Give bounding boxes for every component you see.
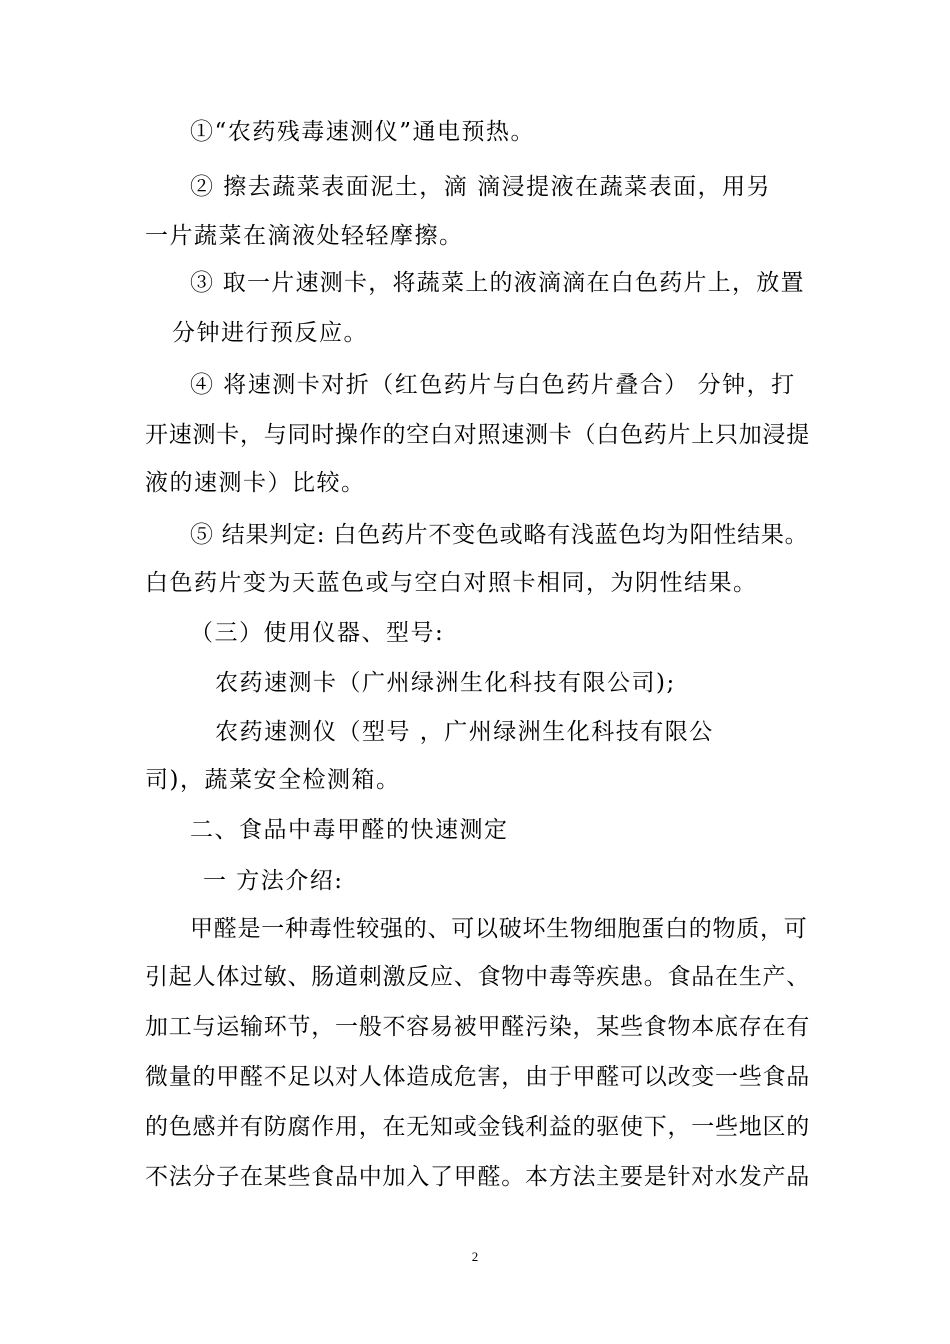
text-line: 引起人体过敏、肠道刺激反应、食物中毒等疾患。食品在生产、	[145, 964, 810, 990]
text-line: 不法分子在某些食品中加入了甲醛。本方法主要是针对水发产品	[145, 1164, 810, 1190]
text-line: 一片蔬菜在滴液处轻轻摩擦。	[145, 223, 464, 249]
text-line: ② 擦去蔬菜表面泥土，滴 滴浸提液在蔬菜表面，用另	[190, 174, 772, 200]
text-line: ①“农药残毒速测仪”通电预热。	[190, 119, 536, 145]
text-line: ④ 将速测卡对折（红色药片与白色药片叠合） 分钟，打	[190, 372, 796, 398]
text-line: ③ 取一片速测卡，将蔬菜上的液滴滴在白色药片上，放置	[190, 270, 805, 296]
text-line: 加工与运输环节，一般不容易被甲醛污染，某些食物本底存在有	[145, 1014, 810, 1040]
text-line: 司)，蔬菜安全检测箱。	[145, 767, 401, 793]
text-line: 农药速测卡（广州绿洲生化科技有限公司);	[215, 670, 676, 696]
text-line: 的色感并有防腐作用，在无知或金钱利益的驱使下，一些地区的	[145, 1114, 810, 1140]
text-line: 分钟进行预反应。	[172, 320, 368, 346]
text-line: 甲醛是一种毒性较强的、可以破坏生物细胞蛋白的物质，可	[190, 916, 808, 942]
text-line: 农药速测仪（型号 ，广州绿洲生化科技有限公	[215, 719, 714, 745]
text-line: 液的速测卡）比较。	[145, 470, 366, 496]
subsection-heading: 一 方法介绍:	[203, 868, 344, 894]
section-heading: 二、食品中毒甲醛的快速测定	[190, 817, 509, 843]
page-number: 2	[471, 1249, 479, 1264]
section-heading: （三）使用仪器、型号:	[190, 620, 445, 646]
text-line: ⑤ 结果判定: 白色药片不变色或略有浅蓝色均为阳性结果。	[190, 522, 809, 548]
text-line: 开速测卡，与同时操作的空白对照速测卡（白色药片上只加浸提	[145, 422, 810, 448]
text-line: 白色药片变为天蓝色或与空白对照卡相同，为阴性结果。	[145, 570, 758, 596]
text-line: 微量的甲醛不足以对人体造成危害，由于甲醛可以改变一些食品	[145, 1064, 810, 1090]
